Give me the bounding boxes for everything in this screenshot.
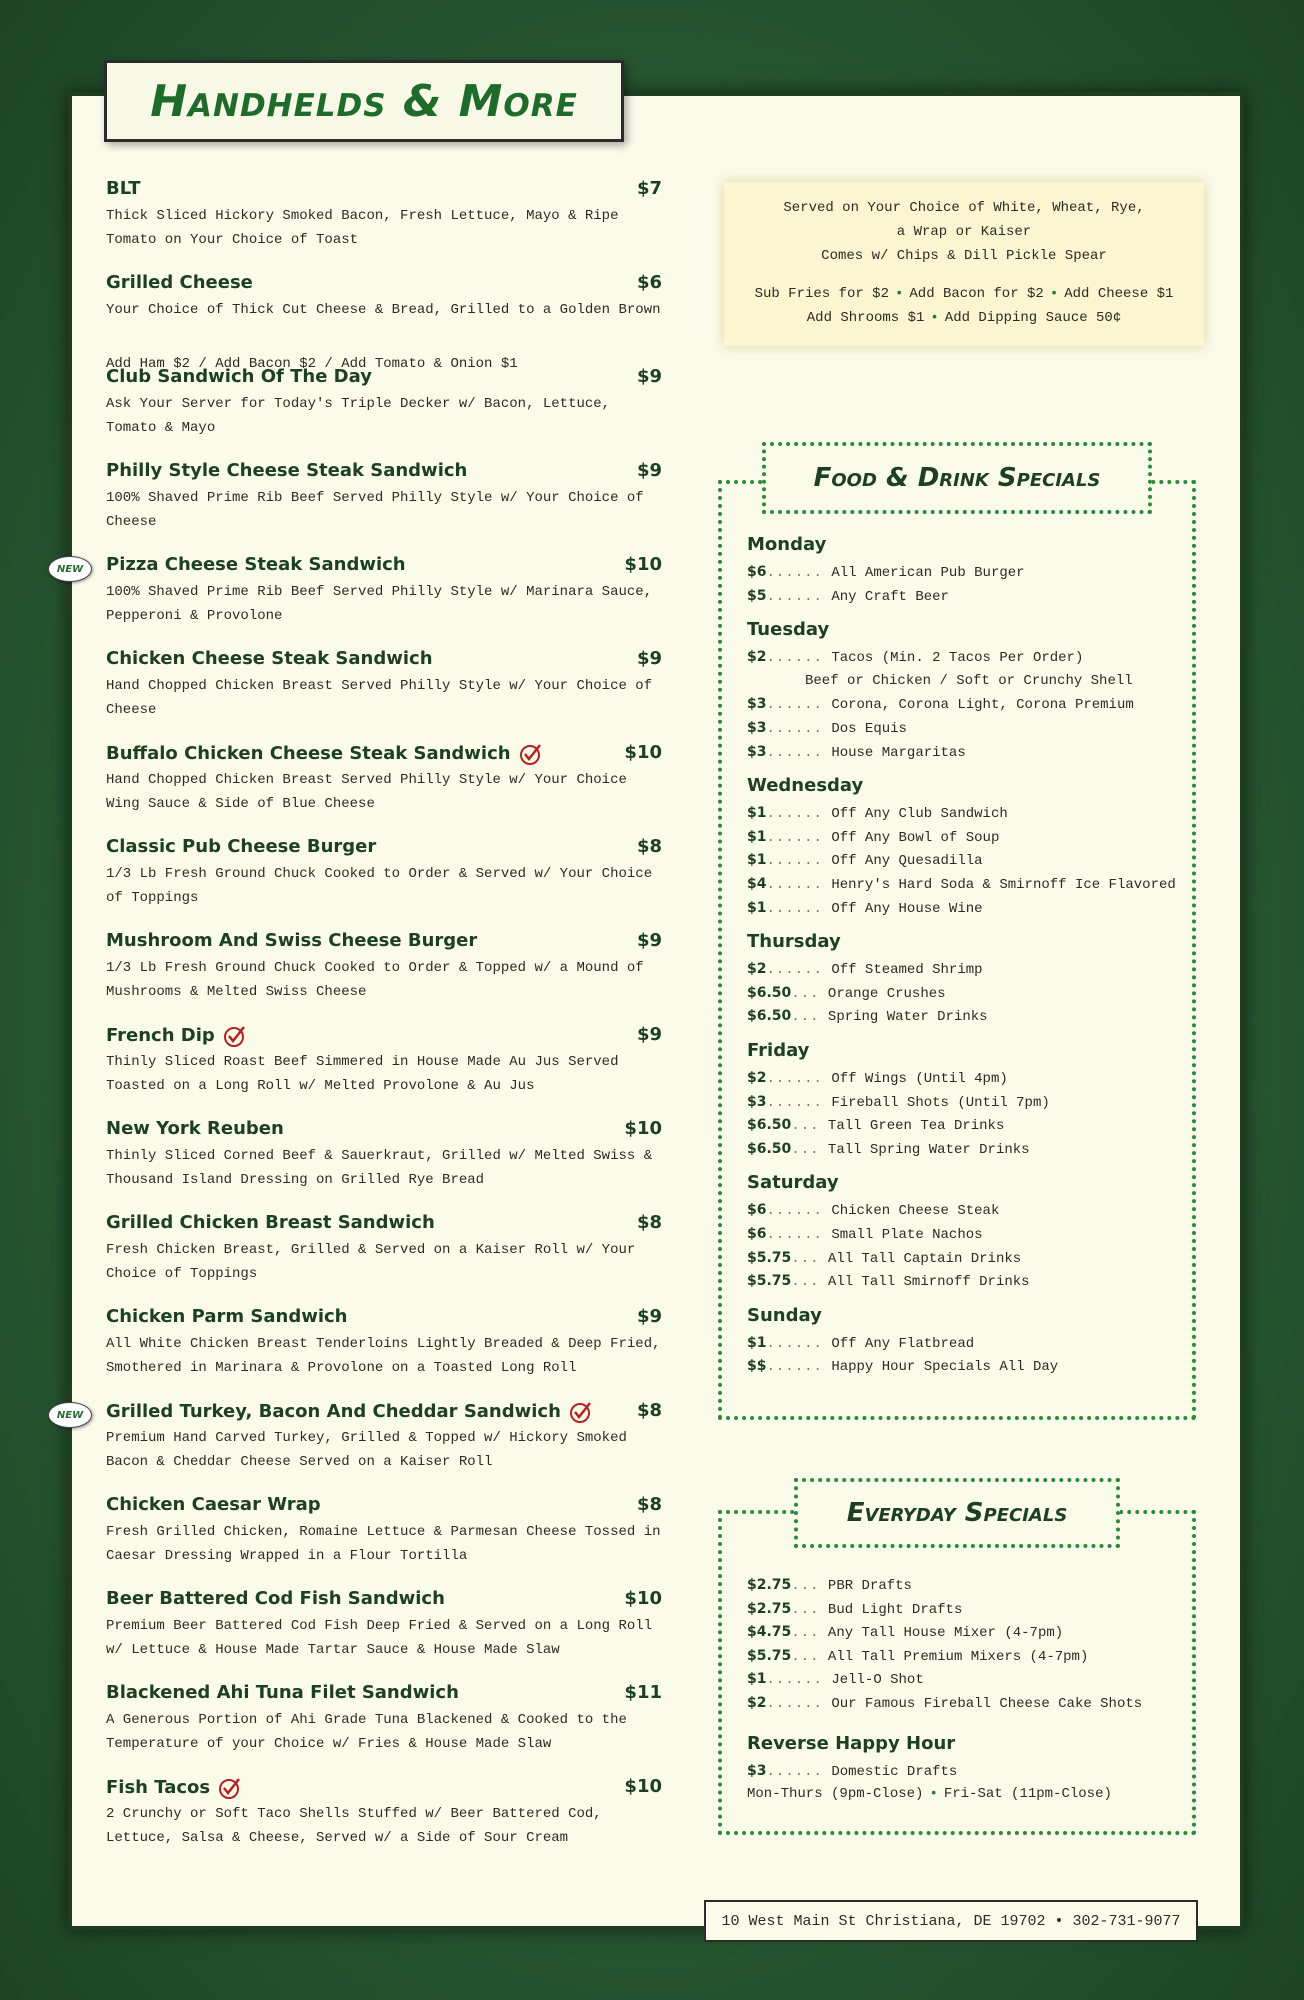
check-icon <box>218 1776 242 1800</box>
special-row: $6.50... Spring Water Drinks <box>747 1008 988 1026</box>
special-row: $4...... Henry's Hard Soda & Smirnoff Ice Flavored <box>747 876 1176 893</box>
menu-item <box>106 458 662 552</box>
menu-item <box>106 1210 662 1304</box>
everyday-row: $4.75... Any Tall House Mixer (4-7pm) <box>747 1624 1064 1642</box>
item-price: $9 <box>636 648 662 669</box>
special-day: Monday <box>747 534 827 555</box>
item-description: 100% Shaved Prime Rib Beef Served Philly Style w/ Your Choice of Cheese <box>106 490 644 530</box>
special-day: Sunday <box>747 1304 822 1326</box>
item-price: $10 <box>624 742 662 763</box>
item-description: Hand Chopped Chicken Breast Served Philly Style w/ Your Choice of Cheese <box>106 678 653 718</box>
item-description: Fresh Grilled Chicken, Romaine Lettuce & Parmesan Cheese Tossed in Caesar Dressing Wrapped in a Flour Tortilla <box>106 1524 661 1564</box>
item-price: $8 <box>636 836 662 857</box>
item-name: Philly Style Cheese Steak Sandwich <box>106 460 468 481</box>
menu-title: Handhelds & More <box>150 75 578 127</box>
special-row: $3...... Fireball Shots (Until 7pm) <box>747 1093 1050 1111</box>
item-price: $10 <box>624 554 662 575</box>
item-description: Hand Chopped Chicken Breast Served Philly Style w/ Your Choice Wing Sauce & Side of Blue Cheese <box>106 772 627 812</box>
item-name: Buffalo Chicken Cheese Steak Sandwich <box>106 742 543 766</box>
special-row: $2...... Off Steamed Shrimp <box>747 961 983 979</box>
special-row: $$...... Happy Hour Specials All Day <box>747 1358 1059 1376</box>
item-price: $8 <box>636 1494 662 1515</box>
menu-item <box>106 364 662 458</box>
special-row: $6...... Chicken Cheese Steak <box>747 1202 1000 1220</box>
item-name: French Dip <box>106 1024 247 1048</box>
menu-item <box>106 1680 662 1774</box>
menu-item <box>106 646 662 740</box>
item-price: $7 <box>636 178 662 199</box>
item-description: Premium Beer Battered Cod Fish Deep Fried & Served on a Long Roll w/ Lettuce & House Made Tartar Sauce & House Made Slaw <box>106 1618 653 1658</box>
item-price: $8 <box>636 1212 662 1233</box>
everyday-row: $2...... Our Famous Fireball Cheese Cake Shots <box>747 1695 1143 1712</box>
everyday-row: $2.75... PBR Drafts <box>747 1577 912 1594</box>
menu-items <box>56 176 662 1868</box>
menu-item <box>106 740 662 834</box>
special-row: $6...... Small Plate Nachos <box>747 1226 983 1243</box>
item-description: Your Choice of Thick Cut Cheese & Bread, Grilled to a Golden Brown <box>106 302 661 318</box>
item-name: Chicken Cheese Steak Sandwich <box>106 648 433 669</box>
menu-item <box>106 270 662 372</box>
item-price: $10 <box>624 1588 662 1609</box>
check-icon <box>519 742 543 766</box>
item-name: Grilled Turkey, Bacon And Cheddar Sandwich <box>106 1400 593 1424</box>
menu-item <box>106 1492 662 1586</box>
special-row: Beef or Chicken / Soft or Crunchy Shell <box>805 672 1133 689</box>
special-row: $5...... Any Craft Beer <box>747 587 949 605</box>
item-name: Classic Pub Cheese Burger <box>106 836 377 857</box>
special-row: $1...... Off Any Flatbread <box>747 1334 975 1352</box>
special-row: $3...... Corona, Corona Light, Corona Premium <box>747 696 1134 714</box>
reverse-row: $3...... Domestic Drafts <box>747 1762 958 1780</box>
item-price: $9 <box>636 366 662 387</box>
info-line: Served on Your Choice of White, Wheat, Rye, <box>783 200 1145 216</box>
menu-item <box>106 176 662 270</box>
everyday-heading-box <box>794 1478 1120 1548</box>
item-name: Club Sandwich Of The Day <box>106 366 372 387</box>
menu-item <box>56 1398 662 1492</box>
item-price: $9 <box>636 930 662 951</box>
item-description: Thinly Sliced Roast Beef Simmered in House Made Au Jus Served Toasted on a Long Roll w/ Melted Provolone & Au Jus <box>106 1054 619 1094</box>
item-description: All White Chicken Breast Tenderloins Lightly Breaded & Deep Fried, Smothered in Marinara & Provolone on a Toasted Long Roll <box>106 1336 661 1376</box>
item-name: Pizza Cheese Steak Sandwich <box>106 554 406 575</box>
addons-line: Add Shrooms $1 • Add Dipping Sauce 50¢ <box>806 310 1122 326</box>
menu-item <box>106 1586 662 1680</box>
item-description: 1/3 Lb Fresh Ground Chuck Cooked to Order & Served w/ Your Choice of Toppings <box>106 866 653 906</box>
item-name: Chicken Caesar Wrap <box>106 1494 321 1515</box>
check-icon <box>223 1024 247 1048</box>
item-price: $10 <box>624 1118 662 1139</box>
new-badge: NEW <box>48 556 92 582</box>
item-name: Blackened Ahi Tuna Filet Sandwich <box>106 1682 459 1703</box>
item-price: $9 <box>636 460 662 481</box>
special-day: Tuesday <box>747 619 830 641</box>
special-day: Friday <box>747 1040 810 1061</box>
item-name: BLT <box>106 178 141 199</box>
menu-item <box>106 1116 662 1210</box>
menu-item <box>106 1774 662 1868</box>
special-row: $6...... All American Pub Burger <box>747 564 1025 581</box>
special-row: $5.75... All Tall Smirnoff Drinks <box>747 1273 1030 1291</box>
item-price: $10 <box>624 1776 662 1797</box>
item-description: Thick Sliced Hickory Smoked Bacon, Fresh Lettuce, Mayo & Ripe Tomato on Your Choice of Toast <box>106 208 619 248</box>
info-line: Comes w/ Chips & Dill Pickle Spear <box>821 248 1107 264</box>
menu-item <box>106 1304 662 1398</box>
item-price: $9 <box>636 1024 662 1045</box>
item-description: Thinly Sliced Corned Beef & Sauerkraut, Grilled w/ Melted Swiss & Thousand Island Dressing on Grilled Rye Bread <box>106 1148 653 1188</box>
item-description: Fresh Chicken Breast, Grilled & Served on a Kaiser Roll w/ Your Choice of Toppings <box>106 1242 636 1282</box>
special-row: $1...... Off Any Bowl of Soup <box>747 828 1000 846</box>
info-line: a Wrap or Kaiser <box>896 224 1032 240</box>
item-description: Premium Hand Carved Turkey, Grilled & Topped w/ Hickory Smoked Bacon & Cheddar Cheese Served on a Kaiser Roll <box>106 1430 627 1470</box>
item-price: $9 <box>636 1306 662 1327</box>
everyday-heading: Everyday Specials <box>846 1498 1068 1528</box>
special-row: $3...... Dos Equis <box>747 720 907 737</box>
menu-item <box>56 552 662 646</box>
special-row: $2...... Off Wings (Until 4pm) <box>747 1070 1008 1087</box>
item-name: Fish Tacos <box>106 1776 242 1800</box>
bread-info-box <box>724 182 1204 346</box>
everyday-row: $1...... Jell-O Shot <box>747 1671 924 1689</box>
special-row: $1...... Off Any House Wine <box>747 899 983 917</box>
item-description: Ask Your Server for Today's Triple Decker w/ Bacon, Lettuce, Tomato & Mayo <box>106 396 611 436</box>
special-day: Saturday <box>747 1172 839 1194</box>
food-drink-heading-box <box>762 442 1152 514</box>
address-bar <box>704 1900 1198 1942</box>
special-row: $6.50... Tall Green Tea Drinks <box>747 1117 1005 1135</box>
special-row: $6.50... Orange Crushes <box>747 984 946 1002</box>
item-price: $11 <box>624 1682 662 1703</box>
special-row: $1...... Off Any Quesadilla <box>747 852 983 870</box>
item-name: Chicken Parm Sandwich <box>106 1306 348 1327</box>
special-row: $5.75... All Tall Captain Drinks <box>747 1249 1022 1267</box>
menu-item <box>106 928 662 1022</box>
addons-line: Sub Fries for $2 • Add Bacon for $2 • Add Cheese $1 <box>754 286 1174 302</box>
item-addons: Add Ham $2 / Add Bacon $2 / Add Tomato & Onion $1 <box>106 356 518 372</box>
title-box <box>104 60 624 142</box>
item-price: $8 <box>636 1400 662 1421</box>
check-icon <box>569 1400 593 1424</box>
item-name: Mushroom And Swiss Cheese Burger <box>106 930 478 951</box>
item-description: A Generous Portion of Ahi Grade Tuna Blackened & Cooked to the Temperature of your Choice w/ Fries & House Made Slaw <box>106 1712 627 1752</box>
special-day: Thursday <box>747 931 841 953</box>
item-name: New York Reuben <box>106 1118 284 1139</box>
item-description: 1/3 Lb Fresh Ground Chuck Cooked to Order & Topped w/ a Mound of Mushrooms & Melted Swiss Cheese <box>106 960 644 1000</box>
menu-item <box>106 834 662 928</box>
item-name: Beer Battered Cod Fish Sandwich <box>106 1588 445 1609</box>
item-price: $6 <box>636 272 662 293</box>
address-text: 10 West Main St Christiana, DE 19702 • 302-731-9077 <box>721 1912 1181 1930</box>
reverse-times: Mon-Thurs (9pm-Close) • Fri-Sat (11pm-Close) <box>747 1786 1112 1803</box>
special-row: $6.50... Tall Spring Water Drinks <box>747 1140 1030 1158</box>
reverse-happy-hour-heading: Reverse Happy Hour <box>747 1732 956 1754</box>
item-name: Grilled Chicken Breast Sandwich <box>106 1212 435 1233</box>
special-row: $3...... House Margaritas <box>747 743 966 761</box>
new-badge: NEW <box>48 1402 92 1428</box>
item-description: 2 Crunchy or Soft Taco Shells Stuffed w/ Beer Battered Cod, Lettuce, Salsa & Cheese, Served w/ a Side of Sour Cream <box>106 1806 602 1846</box>
everyday-row: $5.75... All Tall Premium Mixers (4-7pm) <box>747 1647 1089 1665</box>
special-day: Wednesday <box>747 775 864 797</box>
special-row: $2...... Tacos (Min. 2 Tacos Per Order) <box>747 649 1084 667</box>
item-description: 100% Shaved Prime Rib Beef Served Philly Style w/ Marinara Sauce, Pepperoni & Provolone <box>106 584 653 624</box>
menu-item <box>106 1022 662 1116</box>
food-drink-heading: Food & Drink Specials <box>813 463 1101 493</box>
special-row: $1...... Off Any Club Sandwich <box>747 805 1008 823</box>
everyday-row: $2.75... Bud Light Drafts <box>747 1600 963 1618</box>
item-name: Grilled Cheese <box>106 272 253 293</box>
